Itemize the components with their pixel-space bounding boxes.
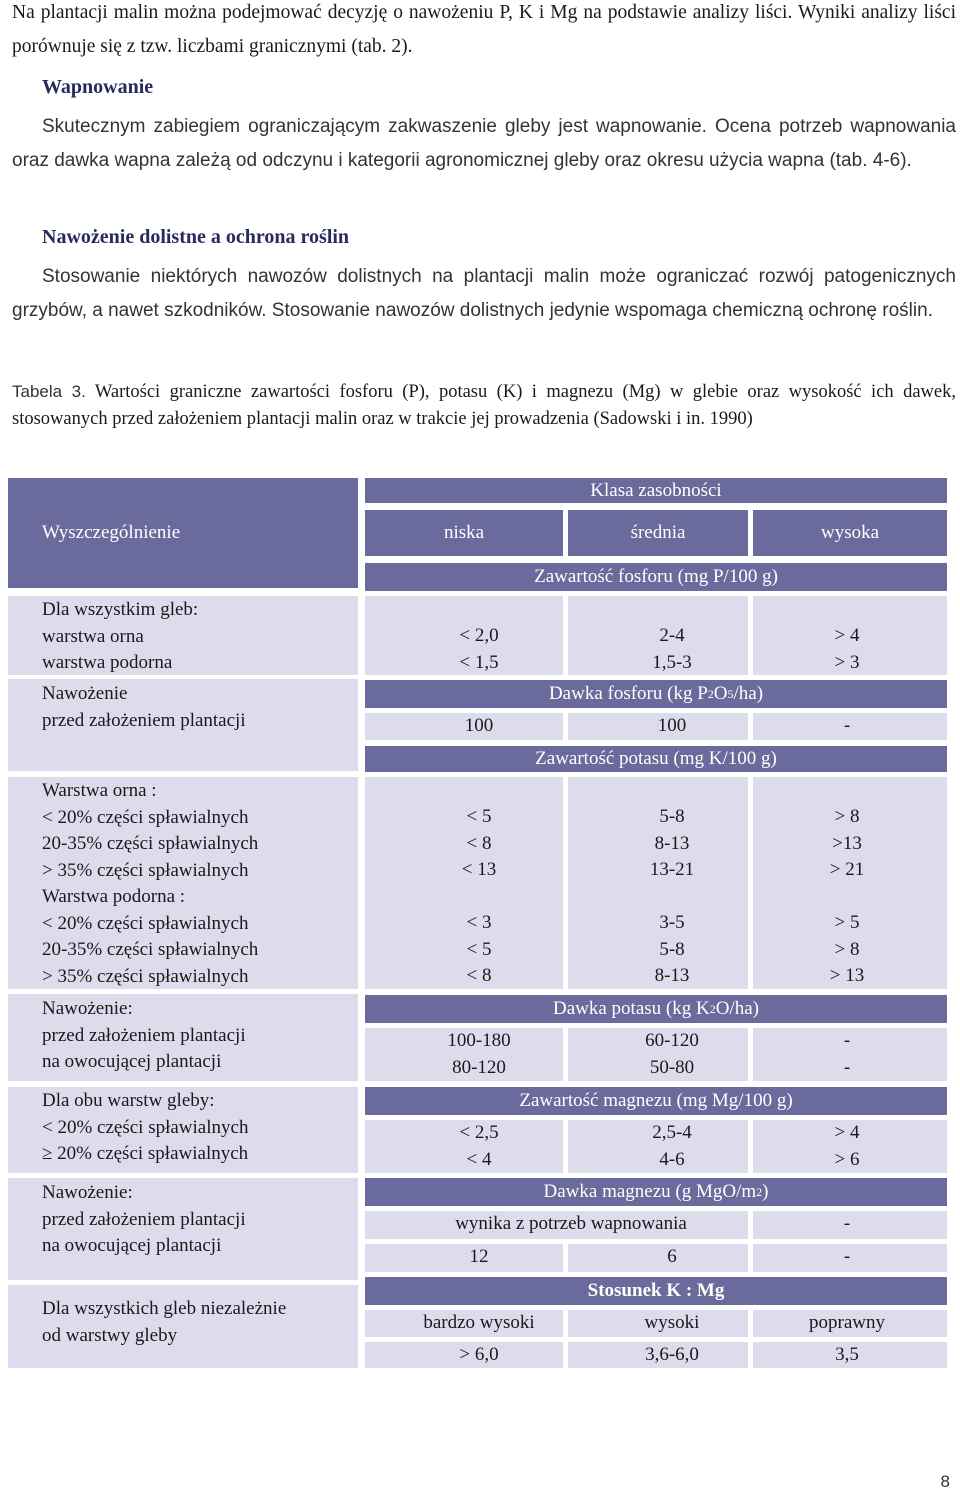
mg-dose-labels bbox=[42, 1180, 246, 1260]
label-line: 20-35% części spławialnych bbox=[42, 939, 259, 960]
k-content-low bbox=[365, 804, 593, 990]
value: 100-180 bbox=[447, 1030, 511, 1051]
value: > 6 bbox=[834, 1148, 860, 1170]
label-line: Nawożenie: bbox=[42, 998, 133, 1019]
title-part: O bbox=[713, 683, 728, 704]
label-line: ≥ 20% części spławialnych bbox=[42, 1143, 249, 1164]
title-sub: 2 bbox=[707, 686, 714, 701]
p-content-low bbox=[365, 623, 593, 676]
ratio-word-high: poprawny bbox=[809, 1312, 885, 1333]
spacer bbox=[365, 884, 593, 911]
value: 2,5-4 bbox=[652, 1122, 692, 1143]
title-part: Dawka magnezu (g MgO/m bbox=[543, 1181, 757, 1202]
value: < 4 bbox=[466, 1148, 492, 1170]
label-line: Warstwa orna : bbox=[42, 780, 157, 801]
label-line: Warstwa podorna : bbox=[42, 886, 186, 907]
intro-paragraph: Na plantacji malin można podejmować decyzję o nawożeniu P, K i Mg na podstawie analizy liści. Wyniki analizy liści porównuje się z tzw. liczbami granicznymi (tab. 2). bbox=[12, 2, 956, 57]
k-dose-high bbox=[753, 1028, 941, 1081]
value: > 4 bbox=[834, 625, 860, 646]
value: > 8 bbox=[834, 806, 860, 827]
k-content-header: Zawartość potasu (mg K/100 g) bbox=[365, 746, 947, 772]
value: 60-120 bbox=[645, 1030, 699, 1051]
value: < 2,0 bbox=[459, 625, 499, 646]
p-dose-low: 100 bbox=[464, 715, 494, 736]
title-part: ) bbox=[762, 1181, 769, 1202]
value: 2-4 bbox=[659, 625, 685, 646]
value: > 5 bbox=[834, 912, 860, 933]
value: > 3 bbox=[834, 651, 860, 673]
spacer bbox=[568, 884, 776, 911]
value: < 5 bbox=[466, 806, 492, 827]
value: < 5 bbox=[466, 938, 492, 960]
title-sub: 5 bbox=[727, 686, 734, 701]
label-line: > 35% części spławialnych bbox=[42, 859, 249, 881]
ratio-word-low: bardzo wysoki bbox=[423, 1312, 535, 1333]
k-content-labels bbox=[42, 778, 258, 990]
label-line: 20-35% części spławialnych bbox=[42, 833, 259, 854]
value: 3-5 bbox=[659, 912, 685, 933]
title-part: Dawka fosforu (kg P bbox=[548, 683, 708, 704]
value: 80-120 bbox=[452, 1056, 506, 1078]
value: 5-8 bbox=[659, 938, 685, 960]
ratio-word-mid: wysoki bbox=[644, 1312, 700, 1333]
label-line: Nawożenie: bbox=[42, 1182, 133, 1203]
p-dose-mid: 100 bbox=[657, 715, 687, 736]
label-line: przed założeniem plantacji bbox=[42, 709, 246, 731]
foliar-heading: Nawożenie dolistne a ochrona roślin bbox=[42, 226, 350, 248]
ratio-value-mid: 3,6-6,0 bbox=[645, 1344, 699, 1365]
liming-paragraph: Skutecznym zabiegiem ograniczającym zakwaszenie gleby jest wapnowanie. Ocena potrzeb wapnowania oraz dawka wapna zależą od odczynu i kategorii agronomicznej gleby oraz okresu użycia wapna (tab. 4-6). bbox=[12, 116, 956, 171]
ratio-header: Stosunek K : Mg bbox=[365, 1277, 947, 1305]
label-line: > 35% części spławialnych bbox=[42, 965, 249, 987]
title-part: /ha) bbox=[733, 683, 764, 704]
value: > 4 bbox=[834, 1122, 860, 1143]
k-dose-low bbox=[365, 1028, 593, 1081]
value: > 8 bbox=[834, 938, 860, 960]
value: < 1,5 bbox=[459, 651, 499, 673]
label-line: < 20% części spławialnych bbox=[42, 1116, 249, 1138]
mg-content-labels bbox=[42, 1088, 248, 1168]
value: > 13 bbox=[829, 965, 865, 986]
value: 13-21 bbox=[649, 859, 695, 880]
value: 50-80 bbox=[649, 1056, 695, 1078]
title-part: O/ha) bbox=[715, 998, 759, 1019]
table-caption bbox=[12, 378, 956, 433]
value: 8-13 bbox=[654, 832, 690, 854]
mg-dose-mid-2: 6 bbox=[667, 1246, 677, 1267]
label-line: Nawożenie bbox=[42, 683, 128, 704]
k-dose-header bbox=[365, 995, 947, 1023]
col-low-header: niska bbox=[365, 510, 563, 556]
k-dose-labels bbox=[42, 996, 246, 1076]
label-line: Dla obu warstw gleby: bbox=[42, 1090, 215, 1111]
p-dose-high: - bbox=[843, 715, 851, 736]
ratio-value-high: 3,5 bbox=[835, 1344, 859, 1365]
class-header: Klasa zasobności bbox=[365, 478, 947, 503]
mg-content-header: Zawartość magnezu (mg Mg/100 g) bbox=[365, 1087, 947, 1115]
liming-heading: Wapnowanie bbox=[42, 76, 154, 98]
caption-text: Wartości graniczne zawartości fosforu (P), potasu (K) i magnezu (Mg) w glebie oraz wysokość ich dawek, stosowanych przed założeniem plantacji malin oraz w trakcie jej prowadzenia (Sadowski i in. 1990) bbox=[12, 382, 956, 429]
title-sub: 2 bbox=[709, 1001, 716, 1016]
mg-content-high bbox=[753, 1120, 941, 1173]
col-mid-header: średnia bbox=[568, 510, 748, 556]
k-content-mid bbox=[568, 804, 776, 990]
value: < 2,5 bbox=[459, 1122, 499, 1143]
mg-dose-merged: wynika z potrzeb wapnowania bbox=[455, 1213, 687, 1234]
value: < 3 bbox=[466, 912, 492, 933]
label-line: warstwa orna bbox=[42, 625, 144, 647]
spacer bbox=[753, 884, 941, 911]
label-line: Dla wszystkich gleb niezależnie bbox=[42, 1298, 287, 1319]
p-content-header: Zawartość fosforu (mg P/100 g) bbox=[365, 563, 947, 591]
p-content-high bbox=[753, 623, 941, 676]
value: > 21 bbox=[829, 859, 865, 880]
label-line: od warstwy gleby bbox=[42, 1324, 178, 1346]
col-high-header: wysoka bbox=[753, 510, 947, 556]
label-line: na owocującej plantacji bbox=[42, 1235, 222, 1256]
ratio-value-low: > 6,0 bbox=[459, 1344, 499, 1365]
label-line: warstwa podorna bbox=[42, 652, 173, 673]
mg-dose-high-1: - bbox=[843, 1213, 851, 1234]
p-dose-header bbox=[365, 680, 947, 708]
mg-content-mid bbox=[568, 1120, 776, 1173]
p-content-labels bbox=[42, 597, 198, 677]
ratio-labels bbox=[42, 1296, 286, 1349]
k-dose-mid bbox=[568, 1028, 776, 1081]
k-content-high bbox=[753, 804, 941, 990]
title-part: Dawka potasu (kg K bbox=[553, 998, 710, 1019]
label-line: Dla wszystkim gleb: bbox=[42, 599, 199, 620]
label-line: < 20% części spławialnych bbox=[42, 912, 249, 934]
label-line: na owocującej plantacji bbox=[42, 1051, 222, 1072]
value: 5-8 bbox=[659, 806, 685, 827]
label-line: przed założeniem plantacji bbox=[42, 1208, 246, 1230]
p-dose-labels bbox=[42, 681, 246, 734]
label-line: przed założeniem plantacji bbox=[42, 1024, 246, 1046]
value: - bbox=[843, 1030, 851, 1051]
value: - bbox=[843, 1056, 851, 1078]
mg-dose-high-2: - bbox=[843, 1246, 851, 1267]
caption-label: Tabela 3. bbox=[12, 382, 86, 401]
value: 4-6 bbox=[659, 1148, 685, 1170]
value: >13 bbox=[832, 832, 862, 854]
title-sup: 2 bbox=[756, 1184, 763, 1199]
page-number: 8 bbox=[940, 1472, 950, 1491]
row-header: Wyszczególnienie bbox=[42, 522, 181, 543]
mg-content-low bbox=[365, 1120, 593, 1173]
value: < 8 bbox=[466, 832, 492, 854]
p-content-mid bbox=[568, 623, 776, 676]
value: < 13 bbox=[461, 859, 497, 880]
value: 1,5-3 bbox=[652, 651, 692, 673]
foliar-paragraph: Stosowanie niektórych nawozów dolistnych na plantacji malin może ograniczać rozwój patogenicznych grzybów, a nawet szkodników. Stosowanie nawozów dolistnych jedynie wspomaga chemiczną ochronę roślin. bbox=[12, 266, 956, 321]
mg-dose-header bbox=[365, 1178, 947, 1206]
mg-dose-low-2: 12 bbox=[469, 1246, 489, 1267]
label-line: < 20% części spławialnych bbox=[42, 806, 249, 828]
value: 8-13 bbox=[654, 965, 690, 986]
value: < 8 bbox=[466, 965, 492, 986]
